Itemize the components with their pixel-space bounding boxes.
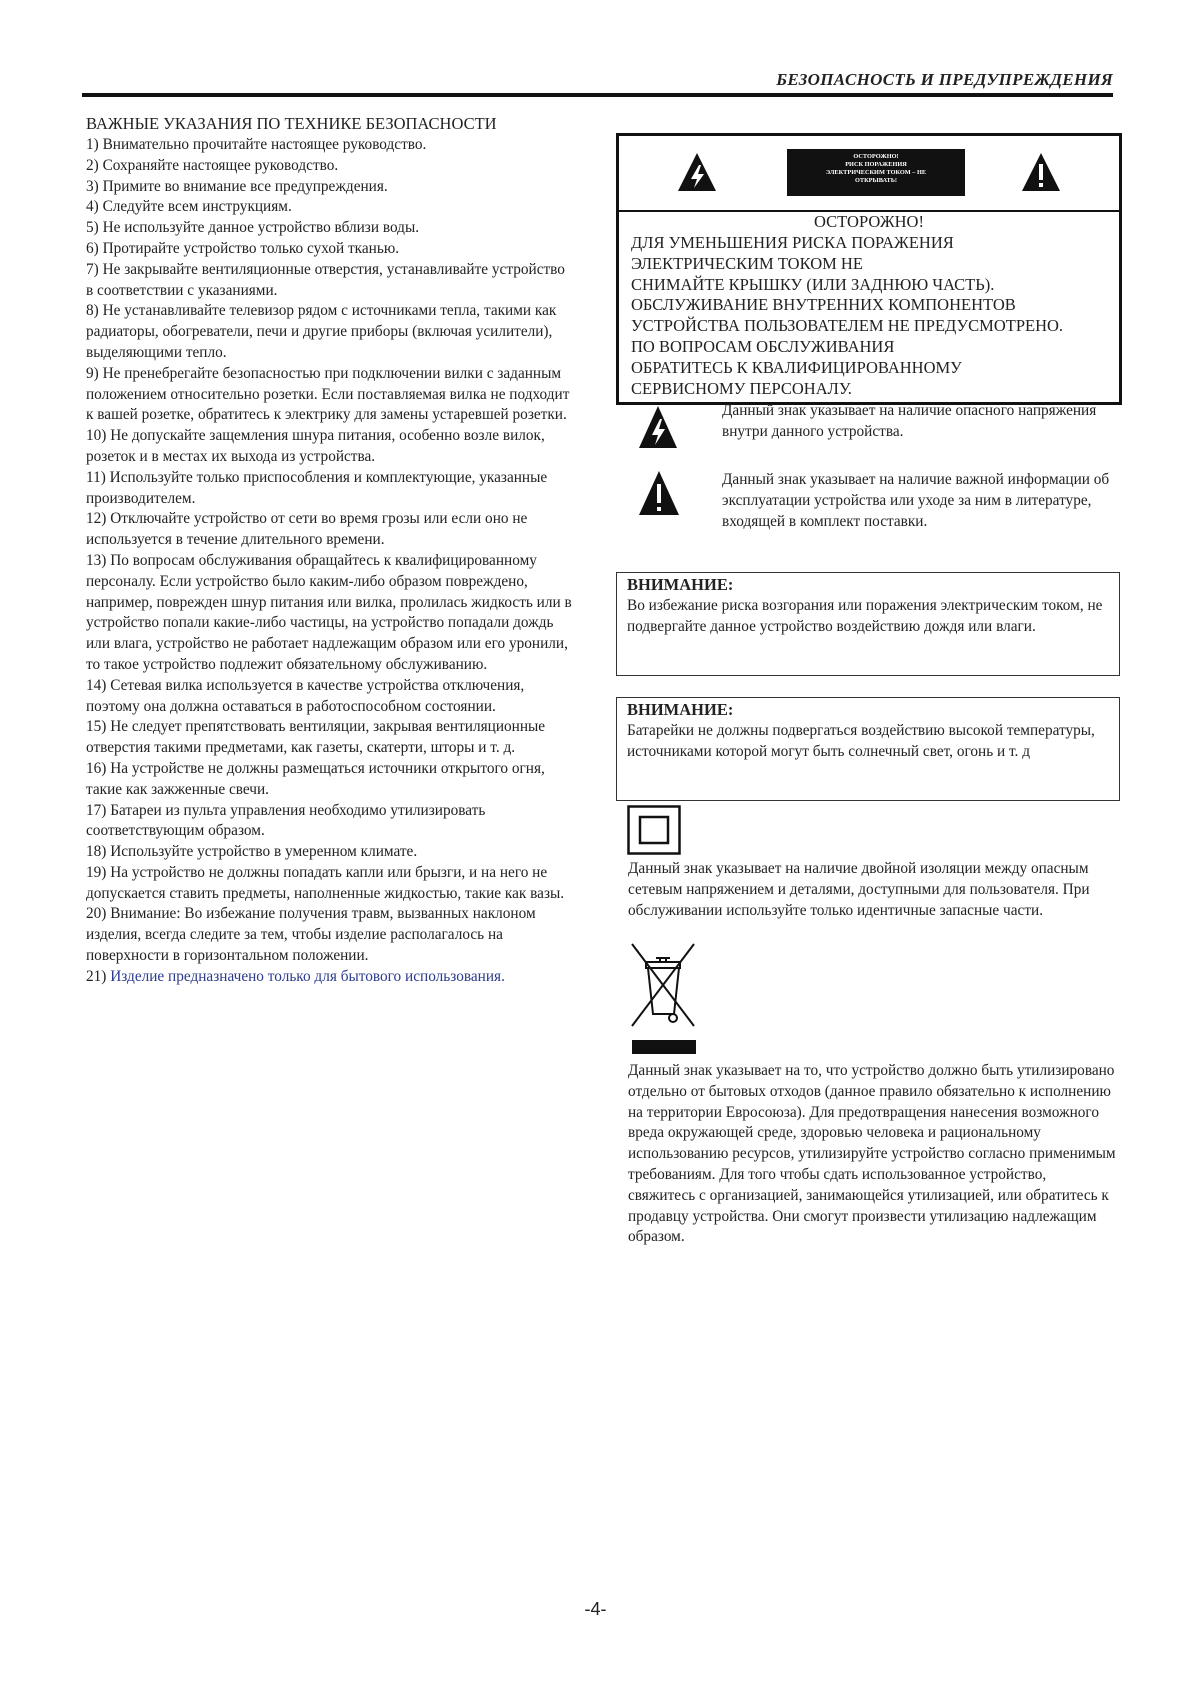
caution-label-line: ОСТОРОЖНО! (853, 153, 899, 160)
caution-text (631, 233, 1117, 399)
warning-text: Во избежание риска возгорания или поражения электрическим током, не подвергайте данное устройство воздействию дождя или влаги. (627, 596, 1103, 635)
caution-line: ЭЛЕКТРИЧЕСКИМ ТОКОМ НЕ (631, 253, 863, 273)
page-number: -4- (584, 1599, 607, 1619)
safety-instructions (86, 113, 574, 988)
instruction-item-text: Изделие предназначено только для бытового использования. (110, 967, 505, 985)
instruction-item: 2) Сохраняйте настоящее руководство. (86, 156, 339, 174)
instruction-item: 19) На устройство не должны попадать капли или брызги, и на него не допускается ставить предметы, наполненные жидкостью, такие как вазы. (86, 863, 565, 902)
instruction-item: 17) Батареи из пульта управления необходимо утилизировать соответствующим образом. (86, 801, 486, 840)
caution-label (787, 149, 965, 196)
caution-label-line: ОТКРЫВАТЬ! (855, 177, 897, 184)
caution-heading: ОСТОРОЖНО! (814, 212, 924, 231)
instruction-item-number: 21) (86, 967, 111, 985)
caution-line: СНИМАЙТЕ КРЫШКУ (ИЛИ ЗАДНЮЮ ЧАСТЬ). (631, 274, 995, 294)
instruction-item: 3) Примите во внимание все предупреждения. (86, 177, 388, 195)
voltage-sign-text: Данный знак указывает на наличие опасного напряжения внутри данного устройства. (722, 402, 1097, 440)
caution-line: СЕРВИСНОМУ ПЕРСОНАЛУ. (631, 378, 852, 398)
instruction-item: 18) Используйте устройство в умеренном климате. (86, 843, 418, 861)
weee-text: Данный знак указывает на то, что устройство должно быть утилизировано отдельно от бытовых отходов (данное правило обязательно к исполнению на территории Евросоюза). Для предотвращения нанесения возможного вреда окружающей среде, здоровью человека и рациональному использованию ресурсов, утилизируйте устройство согласно применимым требованиям. Для того чтобы сдать использованное устройство, свяжитесь с организацией, занимающейся утилизацией, или обратитесь к продавцу устройства. Они смогут произвести утилизацию надлежащим образом. (628, 1062, 1116, 1246)
instruction-item: 12) Отключайте устройство от сети во время грозы или если оно не используется в течение длительного времени. (86, 510, 528, 549)
double-insulation-icon (627, 805, 681, 855)
exclamation-triangle-icon (1021, 152, 1061, 192)
warning-title: ВНИМАНИЕ: (627, 700, 734, 719)
instruction-item: 14) Сетевая вилка используется в качестве устройства отключения, поэтому она должна оставаться в работоспособном состоянии. (86, 676, 525, 715)
info-sign-row (616, 470, 1120, 560)
instruction-item: 13) По вопросам обслуживания обращайтесь к квалифицированному персоналу. Если устройство было каким-либо образом повреждено, например, поврежден шнур питания или вилка, пролилась жидкость или в устройство попали какие-либо частицы, на устройство попадали дождь или влага, устройство не работает надлежащим образом или его уронили, то такое устройство подлежит обязательному обслуживанию. (86, 551, 572, 673)
info-sign-text: Данный знак указывает на наличие важной информации об эксплуатации устройства или уходе за ним в литературе, входящей в комплект поставки. (722, 471, 1110, 530)
caution-line: УСТРОЙСТВА ПОЛЬЗОВАТЕЛЕМ НЕ ПРЕДУСМОТРЕНО. (631, 316, 1064, 336)
exclamation-triangle-icon (638, 470, 680, 516)
instruction-item: 1) Внимательно прочитайте настоящее руководство. (86, 136, 427, 153)
instruction-item: 20) Внимание: Во избежание получения травм, вызванных наклоном изделия, всегда следите за тем, чтобы изделие располагалось на поверхности в горизонтальном положении. (86, 905, 536, 965)
instruction-item: 5) Не используйте данное устройство вблизи воды. (86, 219, 420, 237)
instruction-item: 9) Не пренебрегайте безопасностью при подключении вилки с заданным положением относительно розетки. Если поставляемая вилка не подходит к вашей розетке, обратитесь к электрику для замены устаревшей розетки. (86, 364, 570, 424)
caution-line: ДЛЯ УМЕНЬШЕНИЯ РИСКА ПОРАЖЕНИЯ (631, 233, 954, 252)
caution-box (616, 133, 1122, 405)
safety-instructions-title: ВАЖНЫЕ УКАЗАНИЯ ПО ТЕХНИКЕ БЕЗОПАСНОСТИ (86, 114, 497, 133)
voltage-sign-row (616, 401, 1120, 449)
caution-symbols-row (619, 136, 1119, 212)
header-rule (82, 93, 1113, 97)
instruction-item: 7) Не закрывайте вентиляционные отверстия, устанавливайте устройство в соответствии с указаниями. (86, 260, 565, 299)
caution-line: ПО ВОПРОСАМ ОБСЛУЖИВАНИЯ (631, 336, 895, 356)
instruction-item: 15) Не следует препятствовать вентиляции, закрывая вентиляционные отверстия такими предметами, как газеты, скатерти, шторы и т. д. (86, 718, 546, 757)
instruction-item: 6) Протирайте устройство только сухой тканью. (86, 239, 400, 257)
page-header-title: БЕЗОПАСНОСТЬ И ПРЕДУПРЕЖДЕНИЯ (776, 70, 1113, 89)
warning-title: ВНИМАНИЕ: (627, 575, 734, 594)
double-insulation-text: Данный знак указывает на наличие двойной изоляции между опасным сетевым напряжением и деталями, доступными для пользователя. При обслуживании используйте только идентичные запасные части. (628, 860, 1090, 919)
warning-text: Батарейки не должны подвергаться воздействию высокой температуры, источниками которой могут быть солнечный свет, огонь и т. д (627, 721, 1095, 760)
instruction-item: 10) Не допускайте защемления шнура питания, особенно возле вилок, розеток и в местах их выхода из устройства. (86, 427, 545, 465)
caution-line: ОБРАТИТЕСЬ К КВАЛИФИЦИРОВАННОМУ (631, 357, 962, 377)
caution-label-line: ЭЛЕКТРИЧЕСКИМ ТОКОМ – НЕ (825, 169, 927, 176)
caution-line: ОБСЛУЖИВАНИЕ ВНУТРЕННИХ КОМПОНЕНТОВ (631, 295, 1016, 315)
lightning-bolt-triangle-icon (677, 152, 717, 192)
caution-label-line: РИСК ПОРАЖЕНИЯ (845, 161, 907, 168)
lightning-bolt-triangle-icon (638, 405, 678, 449)
instruction-item-last (86, 967, 574, 988)
instruction-item: 11) Используйте только приспособления и комплектующие, указанные производителем. (86, 468, 548, 507)
crossed-out-bin-icon (626, 940, 702, 1060)
warning-box-rain (616, 572, 1120, 676)
instruction-item: 4) Следуйте всем инструкциям. (86, 198, 292, 216)
warning-box-batteries (616, 697, 1120, 801)
instruction-item: 8) Не устанавливайте телевизор рядом с источниками тепла, такими как радиаторы, обогреватели, печи и другие приборы (включая усилители), выделяющими тепло. (86, 302, 557, 361)
instruction-item: 16) На устройстве не должны размещаться источники открытого огня, такие как зажженные свечи. (86, 759, 545, 798)
